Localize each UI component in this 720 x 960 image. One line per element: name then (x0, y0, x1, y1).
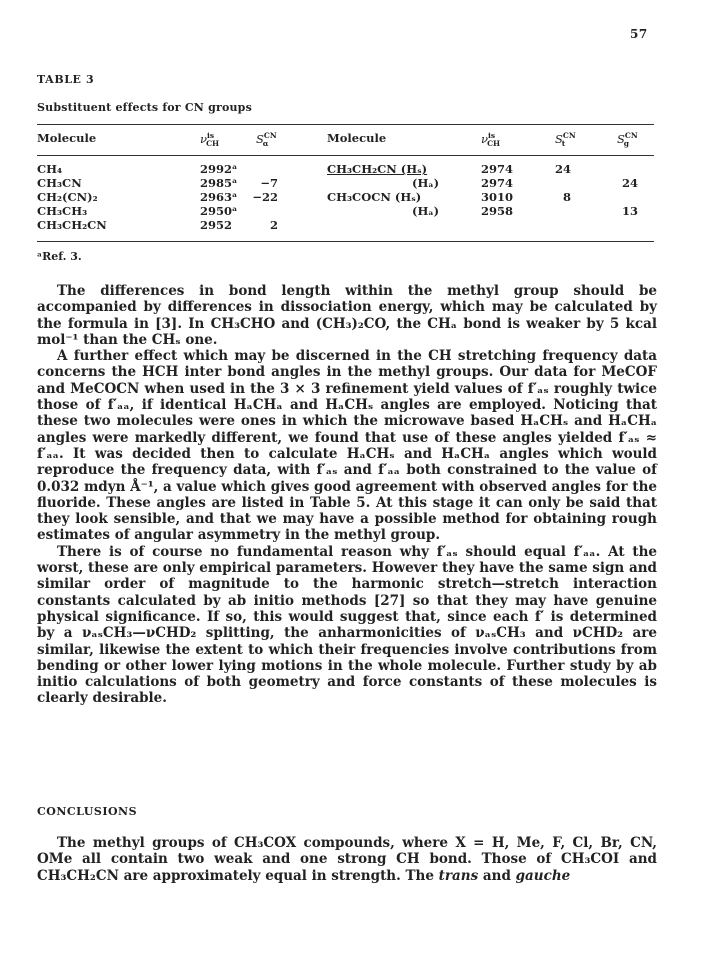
table-cell-s-t: 8 (562, 190, 571, 204)
header-molecule-1: Molecule (37, 131, 97, 145)
paragraph: There is of course no fundamental reason why f′ₐₛ should equal f′ₐₐ. At the worst, these are only empirical parameters. However they have the same sign and similar order of magnitude to the harmonic stretch—stretch interaction constants calculated by ab initio methods [27] so that they may have genuine physical significance. If so, this would suggest that, since each f′ is determined by a νₐₛCH₃—νCHD₂ splitting, the anharmonicities of νₐₛCH₃ and νCHD₂ are similar, likewise the extent to which their frequencies involve contributions from bending or other lower lying motions in the whole molecule. Further study by ab initio calculations of both geometry and force constants of these molecules is clearly desirable. (37, 543, 657, 707)
table-cell-molecule-2: CH₃CH₂CN (Hₛ) (327, 162, 428, 176)
table-footnote: ᵃRef. 3. (37, 250, 82, 263)
table-cell-nu: 2950ᵃ (200, 204, 238, 218)
nu-symbol: ν (200, 131, 207, 146)
s-sub-alpha: α (262, 139, 269, 149)
table-cell-nu-2: 2974 (481, 162, 514, 176)
table-header-rule (37, 155, 654, 156)
nu-sub: CH (206, 139, 220, 149)
s-symbol: S (555, 131, 563, 146)
table-cell-nu-2: 2974 (481, 176, 514, 190)
table-cell-molecule: CH₃CN (37, 176, 82, 190)
nu-sub: CH (487, 139, 501, 149)
header-s-g (617, 131, 638, 149)
table-cell-s-g: 24 (621, 176, 638, 190)
paragraph (37, 835, 657, 884)
table-cell-molecule-2: (Hₐ) (412, 204, 440, 218)
table-cell-s-g: 13 (621, 204, 638, 218)
table-bottom-rule (37, 241, 654, 242)
table-cell-molecule: CH₂(CN)₂ (37, 190, 98, 204)
header-molecule-2: Molecule (327, 131, 387, 145)
table-cell-molecule-2: (Hₐ) (412, 176, 440, 190)
table-cell-molecule: CH₄ (37, 162, 63, 176)
table-cell-molecule-2: CH₃COCN (Hₛ) (327, 190, 422, 204)
table-cell-molecule: CH₃CH₃ (37, 204, 88, 218)
table-top-rule (37, 124, 654, 125)
nu-symbol: ν (481, 131, 488, 146)
table-cell-nu: 2963ᵃ (200, 190, 238, 204)
conclusions-heading: CONCLUSIONS (37, 805, 138, 818)
table-cell-molecule: CH₃CH₂CN (37, 218, 107, 232)
table-cell-s-alpha: −22 (252, 190, 278, 204)
table-caption: Substituent effects for CN groups (37, 101, 252, 114)
emphasis-gauche: gauche (515, 867, 571, 884)
table-cell-nu: 2952 (200, 218, 233, 232)
table-cell-s-alpha: −7 (260, 176, 278, 190)
paragraph: The differences in bond length within the methyl group should be accompanied by differences in dissociation energy, which may be calculated by the formula in [3]. In CH₃CHO and (CH₃)₂CO, the CHₐ bond is weaker by 5 kcal mol⁻¹ than the CHₛ one. (37, 283, 657, 348)
s-symbol: S (617, 131, 625, 146)
header-s-alpha (256, 131, 277, 149)
conclusions-and: and (478, 867, 516, 884)
table-cell-s-t: 24 (555, 162, 572, 176)
table-cell-nu: 2992ᵃ (200, 162, 238, 176)
table-cell-nu-2: 2958 (481, 204, 514, 218)
emphasis-trans: trans (438, 867, 479, 884)
table-cell-s-alpha: 2 (269, 218, 278, 232)
table-label: TABLE 3 (37, 73, 95, 86)
table-cell-nu-2: 3010 (481, 190, 514, 204)
nu-sup: is (207, 131, 215, 140)
paragraph: A further effect which may be discerned in the CH stretching frequency data concerns the HCH inter bond angles in the methyl groups. Our data for MeCOF and MeCOCN when used in the 3 × 3 refinement yield values of f′ₐₛ roughly twice those of f′ₐₐ, if identical HₐCHₐ and HₐCHₛ angles are employed. Noticing that these two molecules were ones in which the microwave based HₐCHₛ and HₐCHₐ angles were markedly different, we found that use of these angles yielded f′ₐₛ ≈ f′ₐₐ. It was decided then to calculate HₐCHₛ and HₐCHₐ angles which would reproduce the frequency data, with f′ₐₛ and f′ₐₐ both constrained to the value of 0.032 mdyn Å⁻¹, a value which gives good agreement with observed angles for the fluoride. These angles are listed in Table 5. At this stage it can only be said that they look sensible, and that we may have a possible method for obtaining rough estimates of angular asymmetry in the methyl group. (37, 348, 657, 544)
s-sup: CN (562, 131, 576, 140)
s-sup: CN (263, 131, 277, 140)
s-sub-g: g (623, 139, 629, 149)
conclusions-sentence: The methyl groups of CH₃COX compounds, where X = H, Me, F, Cl, Br, CN, OMe all contain two weak and one strong CH bond. Those of CH₃COI and CH₃CH₂CN are approximately equal in strength. The (37, 835, 657, 884)
table-cell-nu: 2985ᵃ (200, 176, 238, 190)
header-nu-ch-1 (200, 131, 219, 148)
s-sub-t: t (561, 139, 566, 149)
body-text (37, 283, 657, 707)
s-symbol: S (256, 131, 264, 146)
conclusions-text (37, 835, 657, 884)
header-nu-ch-2 (481, 131, 500, 148)
nu-sup: is (488, 131, 496, 140)
s-sup: CN (624, 131, 638, 140)
header-s-t (555, 131, 576, 149)
page-number: 57 (630, 27, 648, 41)
